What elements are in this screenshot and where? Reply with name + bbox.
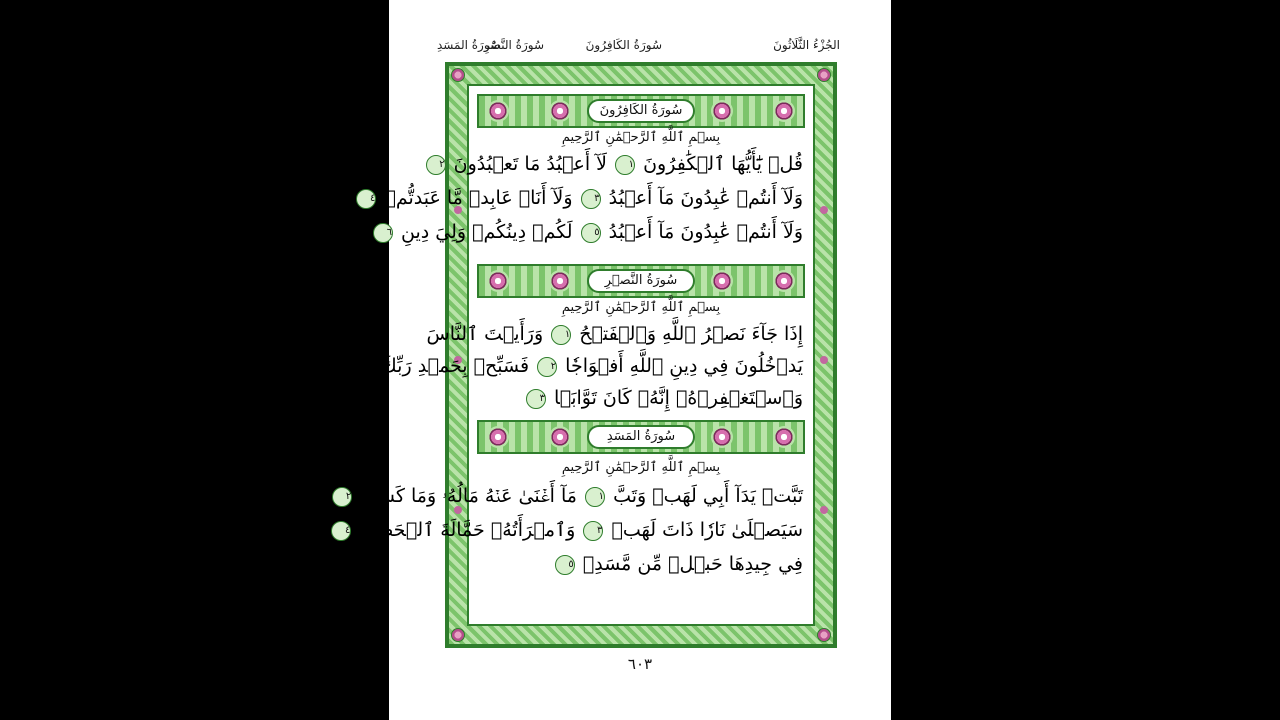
surah-banner-kafirun: [477, 94, 805, 128]
rosette-icon: [773, 426, 795, 448]
corner-ornament-icon: [451, 628, 465, 642]
rosette-icon: [773, 100, 795, 122]
juz-label: الجُزْءُ الثَّلَاثُونَ: [773, 38, 840, 52]
ayah-marker: ٣: [581, 189, 601, 209]
verse-line: [479, 384, 803, 412]
surah-banner-nasr: [477, 264, 805, 298]
page-number: ٦٠٣: [627, 655, 653, 673]
verse-text: وَٱسۡتَغۡفِرۡهُۚ إِنَّهُۥ كَانَ تَوَّابَۢا: [554, 387, 803, 409]
ayah-marker: ٦: [373, 223, 393, 243]
verse-line: [439, 150, 803, 178]
rosette-icon: [711, 426, 733, 448]
rosette-icon: [487, 426, 509, 448]
verse-text: وَلَآ أَنتُمۡ عَٰبِدُونَ مَآ أَعۡبُدُ: [608, 187, 803, 209]
rosette-icon: [711, 100, 733, 122]
verse-text: قُلۡ يَٰٓأَيُّهَا ٱلۡكَٰفِرُونَ: [643, 153, 803, 175]
mushaf-page: [345, 0, 891, 720]
verse-line: [479, 550, 803, 578]
ayah-marker: ١: [615, 155, 635, 175]
header-surah-masad: سُورَةُ المَسَدِ: [437, 38, 501, 52]
verse-text: وَلَآ أَنتُمۡ عَٰبِدُونَ مَآ أَعۡبُدُ: [608, 221, 803, 243]
border-flower-icon: [820, 356, 828, 364]
verse-line: [370, 184, 803, 212]
surah-banner-masad: [477, 420, 805, 454]
rosette-icon: [487, 270, 509, 292]
page-header: [437, 38, 840, 58]
ayah-marker: ٢: [426, 155, 446, 175]
surah-title: سُورَةُ المَسَدِ: [587, 425, 695, 449]
ayah-marker: ١: [585, 487, 605, 507]
verse-text: سَيَصۡلَىٰ نَارٗا ذَاتَ لَهَبٖ: [611, 519, 803, 541]
basmala: بِسۡمِ ٱللَّهِ ٱلرَّحۡمَٰنِ ٱلرَّحِيمِ: [561, 460, 721, 475]
ayah-marker: ٢: [332, 487, 352, 507]
surah-title: سُورَةُ النَّصۡرِ: [587, 269, 695, 293]
corner-ornament-icon: [451, 68, 465, 82]
verse-text: وَرَأَيۡتَ ٱلنَّاسَ: [426, 323, 544, 345]
ayah-marker: ٢: [537, 357, 557, 377]
surah-title: سُورَةُ الكَافِرُونَ: [587, 99, 695, 123]
verse-text: مَآ أَغۡنَىٰ عَنۡهُ مَالُهُۥ وَمَا كَسَبَ: [360, 485, 577, 507]
ayah-marker: ٤: [331, 521, 351, 541]
border-flower-icon: [820, 206, 828, 214]
ayah-marker: ٤: [356, 189, 376, 209]
verse-text: وَلَآ أَنَا۠ عَابِدٞ مَّا عَبَدتُّمۡ: [384, 187, 573, 209]
verse-text: لَآ أَعۡبُدُ مَا تَعۡبُدُونَ: [453, 153, 607, 175]
verse-text: فَسَبِّحۡ بِحَمۡدِ رَبِّكَ: [381, 355, 530, 377]
ayah-marker: ٥: [555, 555, 575, 575]
header-surah-nasr: سُورَةُ النَّصْرِ: [484, 38, 544, 52]
verse-text: لَكُمۡ دِينُكُمۡ وَلِيَ دِينِ: [401, 221, 573, 243]
verse-line: [386, 218, 803, 246]
basmala: بِسۡمِ ٱللَّهِ ٱلرَّحۡمَٰنِ ٱلرَّحِيمِ: [561, 300, 721, 315]
corner-ornament-icon: [817, 628, 831, 642]
text-area: [345, 84, 815, 626]
rosette-icon: [711, 270, 733, 292]
verse-line: [381, 352, 803, 380]
basmala: بِسۡمِ ٱللَّهِ ٱلرَّحۡمَٰنِ ٱلرَّحِيمِ: [561, 130, 721, 145]
rosette-icon: [549, 426, 571, 448]
rosette-icon: [773, 270, 795, 292]
verse-line: [345, 482, 803, 510]
rosette-icon: [549, 270, 571, 292]
rosette-icon: [487, 100, 509, 122]
ornamental-frame: [345, 62, 837, 648]
border-flower-icon: [820, 506, 828, 514]
verse-line: [345, 516, 803, 544]
verse-text: فِي جِيدِهَا حَبۡلٞ مِّن مَّسَدِۭ: [582, 553, 803, 575]
ayah-marker: ٣: [583, 521, 603, 541]
ayah-marker: ١: [551, 325, 571, 345]
verse-text: تَبَّتۡ يَدَآ أَبِي لَهَبٖ وَتَبَّ: [613, 485, 803, 507]
verse-line: [426, 320, 803, 348]
verse-text: إِذَا جَآءَ نَصۡرُ ٱللَّهِ وَٱلۡفَتۡحُ: [579, 323, 803, 345]
ayah-marker: ٥: [581, 223, 601, 243]
rosette-icon: [549, 100, 571, 122]
verse-text: وَٱمۡرَأَتُهُۥ حَمَّالَةَ ٱلۡحَطَبِ: [359, 519, 576, 541]
corner-ornament-icon: [817, 68, 831, 82]
header-surah-kafirun: سُورَةُ الكَافِرُونَ: [585, 38, 662, 52]
ayah-marker: ٣: [526, 389, 546, 409]
verse-text: يَدۡخُلُونَ فِي دِينِ ٱللَّهِ أَفۡوَاجٗا: [565, 355, 803, 377]
